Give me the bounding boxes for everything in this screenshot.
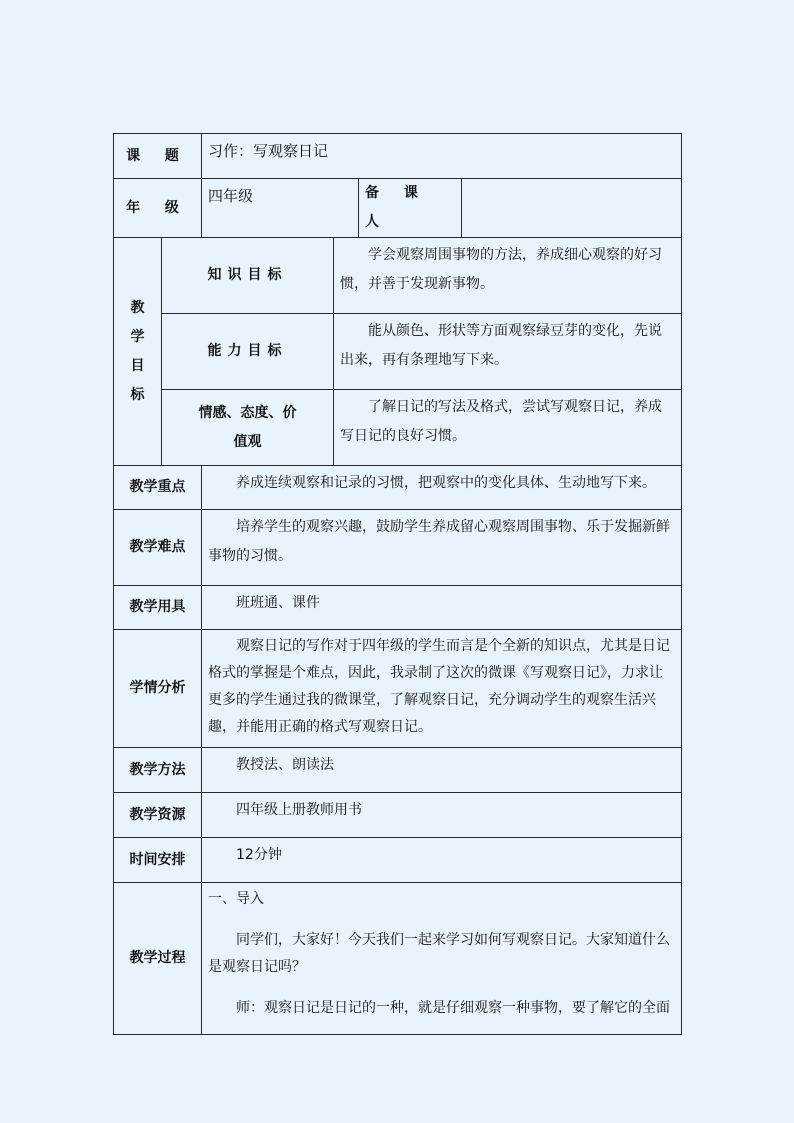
row-resources xyxy=(114,793,682,838)
resources-label: 教学资源 xyxy=(114,793,202,838)
row-analysis xyxy=(114,630,682,748)
objective-row-knowledge xyxy=(114,238,682,314)
analysis-text: 观察日记的写作对于四年级的学生而言是个全新的知识点，尤其是日记格式的掌握是个难点，因此，我录制了这次的微课《写观察日记》，力求让更多的学生通过我的微课堂，了解观察日记，充分调动学生的观察生活兴趣，并能用正确的格式写观察日记。 xyxy=(202,630,682,748)
objective-label-emotion: 情感、态度、价值观 xyxy=(162,390,334,466)
objective-label-knowledge: 知识目标 xyxy=(162,238,334,314)
process-label: 教学过程 xyxy=(114,883,202,1035)
methods-label: 教学方法 xyxy=(114,748,202,793)
title-label: 课 题 xyxy=(114,134,202,179)
key-points-label: 教学重点 xyxy=(114,466,202,510)
schedule-label: 时间安排 xyxy=(114,838,202,883)
title-row xyxy=(114,134,682,179)
difficulties-label: 教学难点 xyxy=(114,510,202,586)
objective-text-emotion: 了解日记的写法及格式，尝试写观察日记，养成写日记的良好习惯。 xyxy=(334,390,682,466)
row-process xyxy=(114,883,682,1035)
process-content xyxy=(202,883,682,1035)
row-key-points xyxy=(114,466,682,510)
key-points-text: 养成连续观察和记录的习惯，把观察中的变化具体、生动地写下来。 xyxy=(202,466,682,510)
objective-label-ability: 能力目标 xyxy=(162,314,334,390)
row-difficulties xyxy=(114,510,682,586)
grade-value: 四年级 xyxy=(202,179,359,238)
objective-text-knowledge: 学会观察周围事物的方法，养成细心观察的好习惯，并善于发现新事物。 xyxy=(334,238,682,314)
grade-label: 年 级 xyxy=(114,179,202,238)
objectives-label: 教 学 目 标 xyxy=(114,238,162,466)
preparer-label: 备 课 人 xyxy=(359,179,462,238)
tools-label: 教学用具 xyxy=(114,586,202,630)
analysis-label: 学情分析 xyxy=(114,630,202,748)
methods-text: 教授法、朗读法 xyxy=(202,748,682,793)
row-schedule xyxy=(114,838,682,883)
title-value: 习作：写观察日记 xyxy=(202,134,682,179)
difficulties-text: 培养学生的观察兴趣，鼓励学生养成留心观察周围事物、乐于发掘新鲜事物的习惯。 xyxy=(202,510,682,586)
tools-text: 班班通、课件 xyxy=(202,586,682,630)
objective-row-ability xyxy=(114,314,682,390)
objective-row-emotion xyxy=(114,390,682,466)
resources-text: 四年级上册教师用书 xyxy=(202,793,682,838)
process-paragraph: 师：观察日记是日记的一种，就是仔细观察一种事物，要了解它的全面 xyxy=(236,1000,670,1016)
process-heading: 一、导入 xyxy=(208,891,264,907)
row-tools xyxy=(114,586,682,630)
schedule-text: 12分钟 xyxy=(202,838,682,883)
preparer-value xyxy=(462,179,682,238)
row-methods xyxy=(114,748,682,793)
lesson-plan-table xyxy=(113,133,682,1035)
grade-row xyxy=(114,179,682,238)
process-paragraph: 同学们，大家好！今天我们一起来学习如何写观察日记。大家知道什么是观察日记吗？ xyxy=(208,932,670,975)
objective-text-ability: 能从颜色、形状等方面观察绿豆芽的变化，先说出来，再有条理地写下来。 xyxy=(334,314,682,390)
